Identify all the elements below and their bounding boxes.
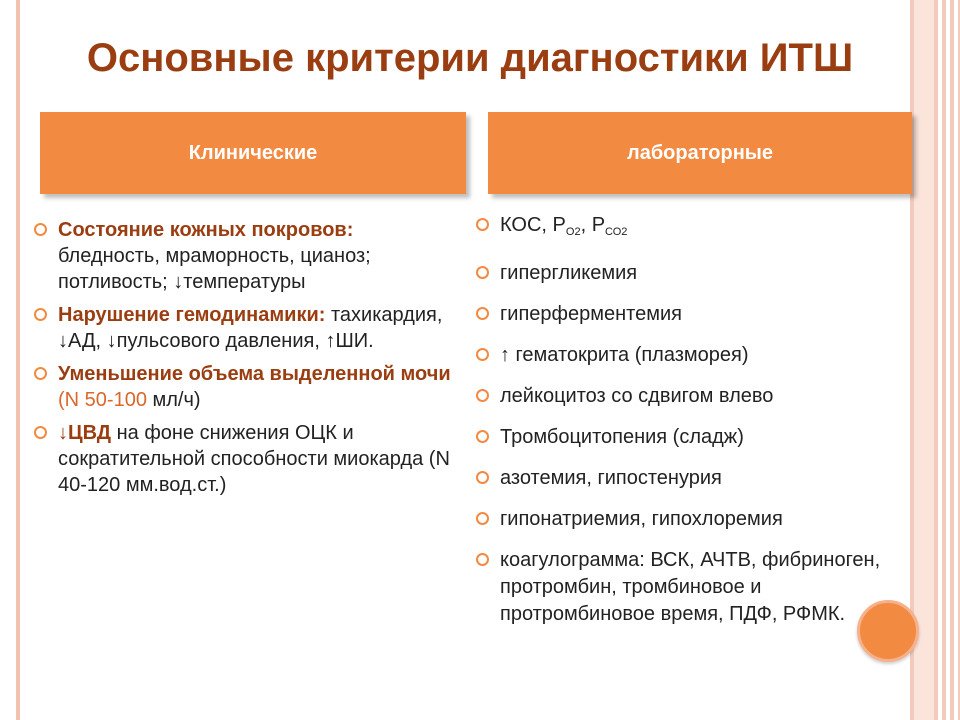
ring-bullet-icon bbox=[34, 308, 47, 321]
decorative-circle bbox=[857, 600, 919, 662]
list-item: лейкоцитоз со сдвигом влево bbox=[476, 383, 916, 410]
list-item: гипонатриемия, гипохлоремия bbox=[476, 506, 916, 533]
list-item: коагулограмма: ВСК, АЧТВ, фибриноген, протромбин, тромбиновое и протромбиновое время, ПДФ, РФМК. bbox=[476, 547, 916, 628]
lab-header bbox=[488, 112, 912, 194]
list-item: ↓ЦВД на фоне снижения ОЦК и сократительной способности миокарда (N 40-120 мм.вод.ст.) bbox=[34, 420, 454, 498]
list-item: гиперферментемия bbox=[476, 301, 916, 328]
ring-bullet-icon bbox=[34, 367, 47, 380]
list-item: Уменьшение объема выделенной мочи (N 50-100 мл/ч) bbox=[34, 361, 454, 413]
lab-header-label: лабораторные bbox=[627, 141, 773, 164]
ring-bullet-icon bbox=[476, 348, 489, 361]
ring-bullet-icon bbox=[476, 266, 489, 279]
clinical-header-label: Клинические bbox=[188, 141, 318, 164]
clinical-header bbox=[40, 112, 466, 194]
list-item: КОС, $Р_{О2}$, $Р_{СО2}$ bbox=[476, 212, 916, 246]
list-item: Тромбоцитопения (сладж) bbox=[476, 424, 916, 451]
ring-bullet-icon bbox=[34, 426, 47, 439]
left-decorative-line bbox=[16, 0, 20, 720]
ring-bullet-icon bbox=[34, 223, 47, 236]
right-decorative-stripes bbox=[910, 0, 960, 720]
list-item: Состояние кожных покровов: бледность, мраморность, цианоз; потливость; ↓температуры bbox=[34, 217, 454, 295]
ring-bullet-icon bbox=[476, 389, 489, 402]
list-item: азотемия, гипостенурия bbox=[476, 465, 916, 492]
ring-bullet-icon bbox=[476, 553, 489, 566]
ring-bullet-icon bbox=[476, 218, 489, 231]
list-item: ↑ гематокрита (плазморея) bbox=[476, 342, 916, 369]
list-item: Нарушение гемодинамики: тахикардия, ↓АД, ↓пульсового давления, ↑ШИ. bbox=[34, 302, 454, 354]
list-item: гипергликемия bbox=[476, 260, 916, 287]
lab-list bbox=[476, 212, 916, 642]
clinical-list bbox=[34, 217, 454, 505]
ring-bullet-icon bbox=[476, 430, 489, 443]
ring-bullet-icon bbox=[476, 512, 489, 525]
ring-bullet-icon bbox=[476, 471, 489, 484]
slide-title: Основные критерии диагностики ИТШ bbox=[86, 36, 854, 80]
ring-bullet-icon bbox=[476, 307, 489, 320]
